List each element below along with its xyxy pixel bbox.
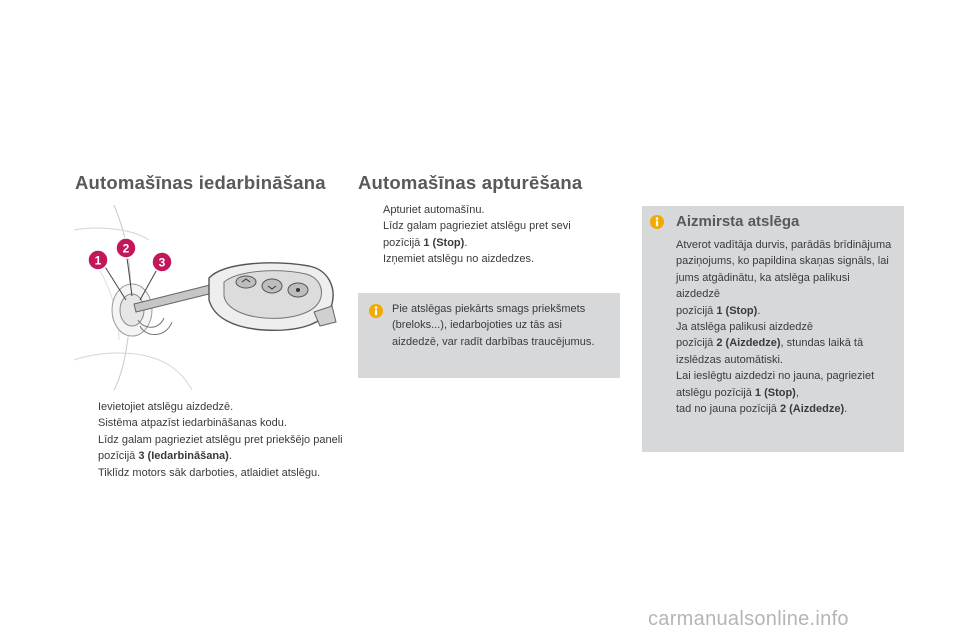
forgotten-key-text — [676, 237, 896, 417]
list-item — [76, 432, 346, 465]
watermark: carmanualsonline.info — [648, 608, 849, 630]
list-item — [361, 202, 611, 218]
step-text: Līdz galam pagrieziet atslēgu pret sevi pozīcijā — [383, 220, 571, 249]
step-punctuation: . — [228, 450, 232, 463]
forgotten-key-paragraph-1: Atverot vadītāja durvis, parādās brīdinājuma paziņojums, ko papildina skaņas signāls, lai jums atgādinātu, ka atslēga palikusi aizdedzē — [676, 239, 892, 301]
step-text: Apturiet automašīnu. — [383, 204, 485, 216]
starting-steps-list — [76, 399, 346, 481]
position-prefix: pozīcijā — [676, 304, 717, 317]
position-label: 2 (Aizdedze) — [716, 337, 781, 350]
stopping-steps-list — [361, 202, 611, 268]
svg-text:2: 2 — [122, 241, 130, 256]
callout-2 — [116, 238, 136, 258]
forgotten-key-paragraph-3: Lai ieslēgtu aizdedzi no jauna, pagrieziet atslēgu pozīcijā — [676, 370, 875, 399]
forgotten-key-title: Aizmirsta atslēga — [676, 213, 800, 230]
svg-text:1: 1 — [94, 253, 102, 268]
section-title-starting: Automašīnas iedarbināšana — [75, 172, 326, 193]
position-label: 1 (Stop) — [716, 304, 758, 317]
punctuation: , — [795, 386, 799, 399]
forgotten-key-box — [642, 206, 904, 452]
position-label: 2 (Aizdedze) — [779, 403, 845, 416]
step-text: Izņemiet atslēgu no aizdedzes. — [383, 253, 535, 266]
warning-note-box — [358, 293, 620, 378]
punctuation: . — [844, 403, 848, 416]
callout-1 — [88, 250, 108, 270]
list-item — [76, 399, 346, 432]
step-text: Ievietojiet atslēgu aizdedzē. — [98, 401, 234, 413]
svg-text:3: 3 — [158, 255, 166, 270]
callout-3 — [152, 252, 172, 272]
paragraph-tail: , stundas laikā tā izslēdzas automātiski. — [676, 337, 864, 366]
punctuation: . — [757, 304, 761, 317]
step-text: Sistēma atpazīst iedarbināšanas kodu. — [98, 417, 287, 430]
position-prefix: pozīcijā — [676, 337, 717, 350]
forgotten-key-paragraph-4: tad no jauna pozīcijā — [676, 403, 780, 416]
forgotten-key-paragraph-2: Ja atslēga palikusi aizdedzē — [676, 321, 813, 334]
step-text: Tiklīdz motors sāk darboties, atlaidiet atslēgu. — [98, 466, 321, 479]
step-position-label: 1 (Stop) — [423, 236, 465, 249]
warning-note-text: Pie atslēgas piekārts smags priekšmets (breloks...), iedarbojoties uz tās asi aizdedzē, var radīt darbības traucējumus. — [392, 303, 595, 348]
section-title-stopping: Automašīnas apturēšana — [358, 172, 583, 193]
position-label: 1 (Stop) — [754, 386, 796, 399]
ignition-key-illustration — [74, 200, 344, 390]
list-item — [361, 251, 611, 267]
list-item — [361, 218, 611, 251]
step-position-label: 3 (Iedarbināšana) — [138, 450, 229, 463]
list-item — [76, 465, 346, 481]
info-icon — [650, 215, 664, 229]
step-text: Līdz galam pagrieziet atslēgu pret priekšējo paneli pozīcijā — [98, 433, 343, 463]
info-icon — [369, 304, 383, 318]
step-punctuation: . — [464, 236, 468, 249]
